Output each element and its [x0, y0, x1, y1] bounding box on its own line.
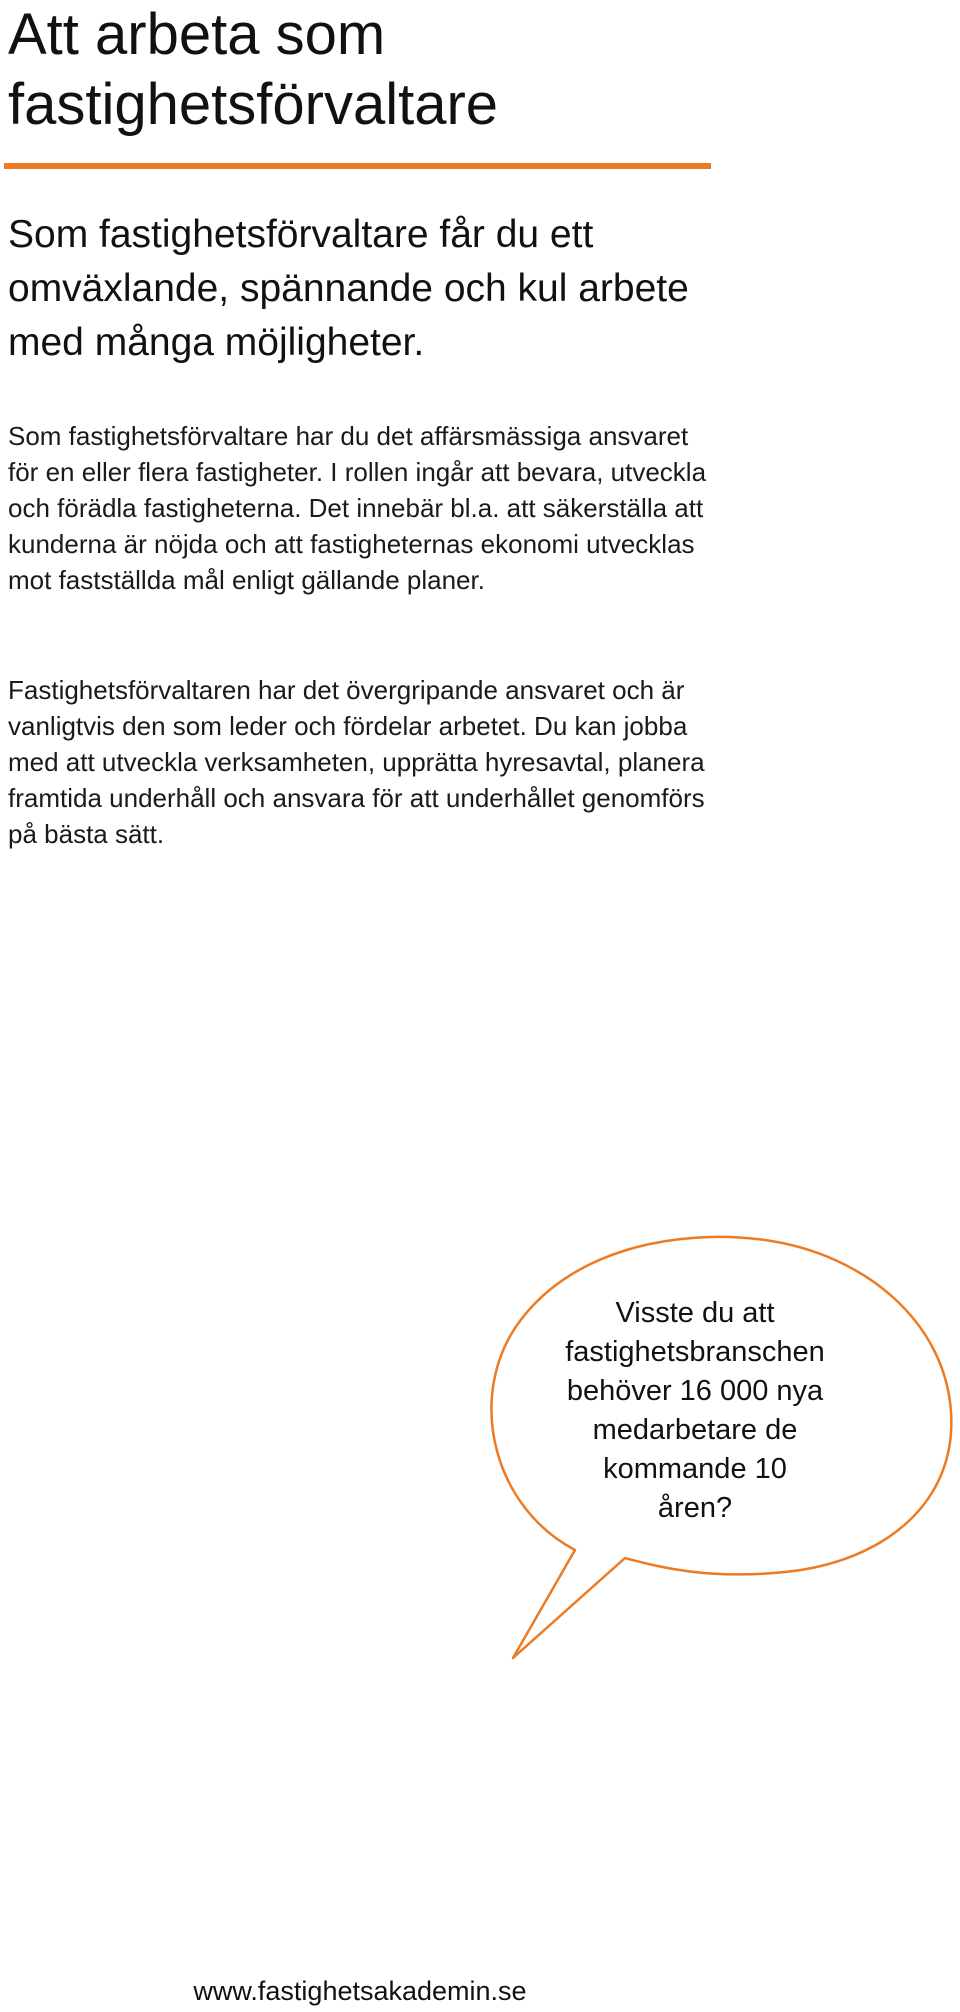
body-paragraph-1: Som fastighetsförvaltare har du det affärsmässiga ansvaret för en eller flera fastigheter. I rollen ingår att bevara, utveckla och förädla fastigheterna. Det innebär bl.a. att säkerställa att kunderna är nöjda och att fastigheternas ekonomi utvecklas mot fastställda mål enligt gällande planer. [8, 421, 707, 595]
callout-text: Visste du att fastighetsbranschen behöver 16 000 nya medarbetare de kommande 10 åren? [565, 1297, 825, 1524]
speech-bubble [475, 1232, 955, 1672]
title-underline [4, 163, 711, 169]
page-title: Att arbeta som fastighetsförvaltare [8, 2, 499, 137]
lead-paragraph: Som fastighetsförvaltare får du ett omväxlande, spännande och kul arbete med många möjligheter. [8, 213, 689, 364]
body-paragraph-2: Fastighetsförvaltaren har det övergripande ansvaret och är vanligtvis den som leder och fördelar arbetet. Du kan jobba med att utveckla verksamheten, upprätta hyresavtal, planera framtida underhåll och ansvara för att underhållet genomförs på bästa sätt. [8, 675, 705, 849]
footer-website-link[interactable]: www.fastighetsakademin.se [193, 1976, 527, 2006]
